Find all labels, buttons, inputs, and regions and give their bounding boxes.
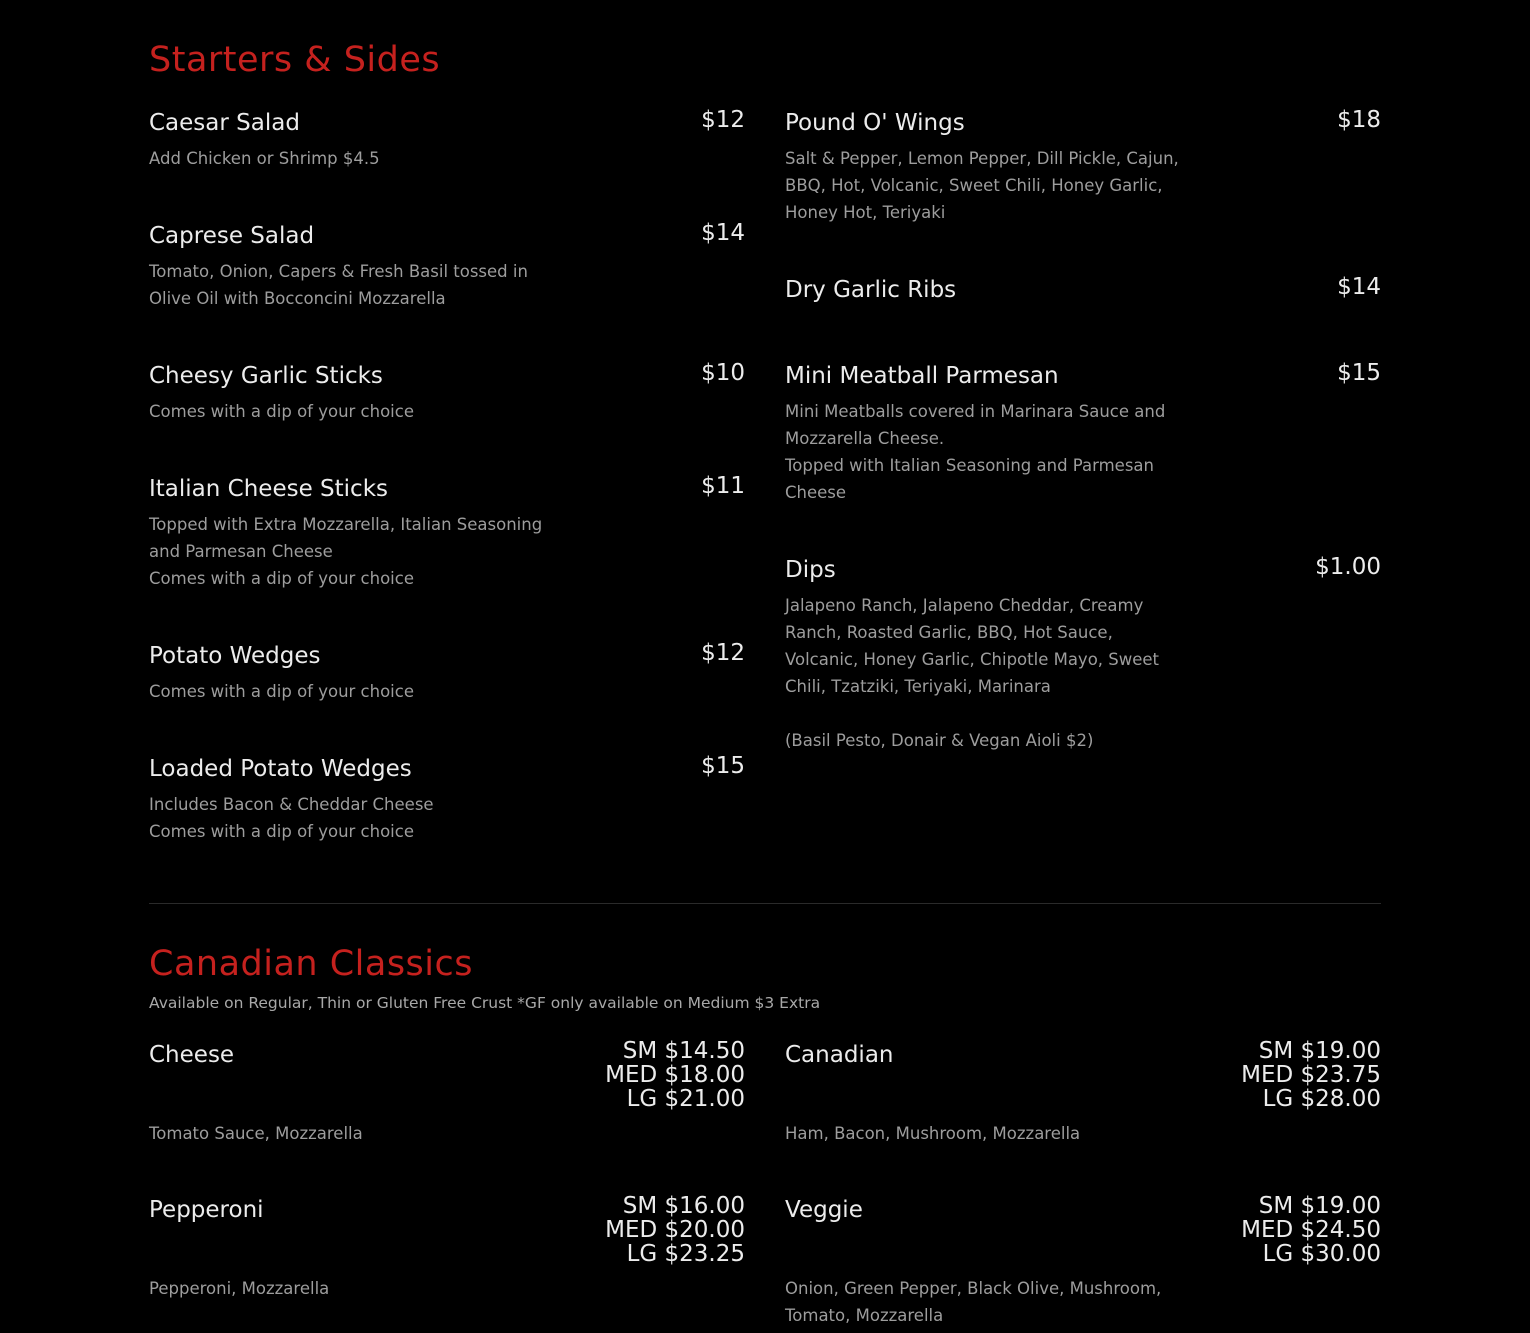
item-name: Pound O' Wings	[785, 110, 965, 136]
price-large: LG $23.25	[626, 1241, 745, 1267]
item-price: $10	[701, 360, 745, 386]
price-small: SM $16.00	[622, 1193, 745, 1219]
item-description	[149, 511, 609, 592]
item-name: Pepperoni	[149, 1197, 264, 1223]
item-description	[149, 398, 589, 425]
description-line: Onion, Green Pepper, Black Olive, Mushroom,	[785, 1279, 1162, 1298]
description-line: Ranch, Roasted Garlic, BBQ, Hot Sauce,	[785, 623, 1113, 642]
description-line: BBQ, Hot, Volcanic, Sweet Chili, Honey Garlic,	[785, 176, 1163, 195]
item-description	[149, 1120, 589, 1147]
price-large: LG $28.00	[1262, 1086, 1381, 1112]
item-prices	[605, 1039, 745, 1111]
description-line: Tomato Sauce, Mozzarella	[149, 1124, 363, 1143]
description-line: Mozzarella Cheese.	[785, 429, 945, 448]
item-name: Italian Cheese Sticks	[149, 476, 388, 502]
price-small: SM $19.00	[1258, 1193, 1381, 1219]
item-description	[149, 678, 589, 705]
item-description	[785, 398, 1225, 506]
description-line: Chili, Tzatziki, Teriyaki, Marinara	[785, 677, 1051, 696]
item-price: $12	[701, 640, 745, 666]
item-name: Potato Wedges	[149, 643, 321, 669]
item-prices	[1241, 1194, 1381, 1266]
item-name: Dips	[785, 557, 836, 583]
item-name: Loaded Potato Wedges	[149, 756, 412, 782]
item-price: $14	[701, 220, 745, 246]
description-line: Olive Oil with Bocconcini Mozzarella	[149, 289, 446, 308]
description-line: Comes with a dip of your choice	[149, 682, 414, 701]
item-price: $18	[1337, 107, 1381, 133]
price-large: LG $30.00	[1262, 1241, 1381, 1267]
price-small: SM $14.50	[622, 1038, 745, 1064]
description-line: Cheese	[785, 483, 847, 502]
item-name: Caprese Salad	[149, 223, 315, 249]
item-prices	[605, 1194, 745, 1266]
price-large: LG $21.00	[626, 1086, 745, 1112]
section-note: Available on Regular, Thin or Gluten Free Crust *GF only available on Medium $3 Extra	[149, 994, 821, 1012]
price-small: SM $19.00	[1258, 1038, 1381, 1064]
description-line: Tomato, Onion, Capers & Fresh Basil tossed in	[149, 262, 528, 281]
description-line: Add Chicken or Shrimp $4.5	[149, 149, 380, 168]
section-title-classics: Canadian Classics	[149, 944, 473, 984]
item-name: Dry Garlic Ribs	[785, 277, 957, 303]
description-line: Topped with Italian Seasoning and Parmesan	[785, 456, 1155, 475]
description-line: Includes Bacon & Cheddar Cheese	[149, 795, 434, 814]
item-name: Caesar Salad	[149, 110, 300, 136]
price-medium: MED $18.00	[605, 1062, 745, 1088]
item-name: Mini Meatball Parmesan	[785, 363, 1059, 389]
item-price: $15	[701, 753, 745, 779]
description-line: Tomato, Mozzarella	[785, 1306, 944, 1325]
item-description	[785, 592, 1225, 754]
description-line: Comes with a dip of your choice	[149, 822, 414, 841]
description-line: Topped with Extra Mozzarella, Italian Seasoning	[149, 515, 543, 534]
description-line: Volcanic, Honey Garlic, Chipotle Mayo, Sweet	[785, 650, 1160, 669]
item-description	[785, 145, 1225, 226]
description-line: Honey Hot, Teriyaki	[785, 203, 946, 222]
price-medium: MED $24.50	[1241, 1217, 1381, 1243]
item-price: $1.00	[1315, 554, 1381, 580]
price-medium: MED $23.75	[1241, 1062, 1381, 1088]
item-description	[785, 1275, 1225, 1329]
item-description	[149, 791, 589, 845]
description-spacer	[785, 700, 1225, 727]
description-line: Mini Meatballs covered in Marinara Sauce and	[785, 402, 1166, 421]
item-name: Cheese	[149, 1042, 235, 1068]
item-description	[149, 258, 589, 312]
price-medium: MED $20.00	[605, 1217, 745, 1243]
description-line: Ham, Bacon, Mushroom, Mozzarella	[785, 1124, 1081, 1143]
item-description	[785, 1120, 1225, 1147]
description-line: Comes with a dip of your choice	[149, 402, 414, 421]
description-line: Comes with a dip of your choice	[149, 569, 414, 588]
item-name: Cheesy Garlic Sticks	[149, 363, 383, 389]
section-title-starters: Starters & Sides	[149, 40, 441, 80]
item-price: $11	[701, 473, 745, 499]
item-price: $12	[701, 107, 745, 133]
description-line: Pepperoni, Mozzarella	[149, 1279, 330, 1298]
section-divider	[149, 903, 1381, 904]
description-line: and Parmesan Cheese	[149, 542, 333, 561]
description-line: (Basil Pesto, Donair & Vegan Aioli $2)	[785, 731, 1094, 750]
item-description	[149, 1275, 589, 1302]
item-price: $14	[1337, 274, 1381, 300]
description-line: Salt & Pepper, Lemon Pepper, Dill Pickle, Cajun,	[785, 149, 1179, 168]
item-prices	[1241, 1039, 1381, 1111]
item-description	[149, 145, 589, 172]
item-name: Canadian	[785, 1042, 894, 1068]
description-line: Jalapeno Ranch, Jalapeno Cheddar, Creamy	[785, 596, 1144, 615]
item-name: Veggie	[785, 1197, 863, 1223]
item-price: $15	[1337, 360, 1381, 386]
